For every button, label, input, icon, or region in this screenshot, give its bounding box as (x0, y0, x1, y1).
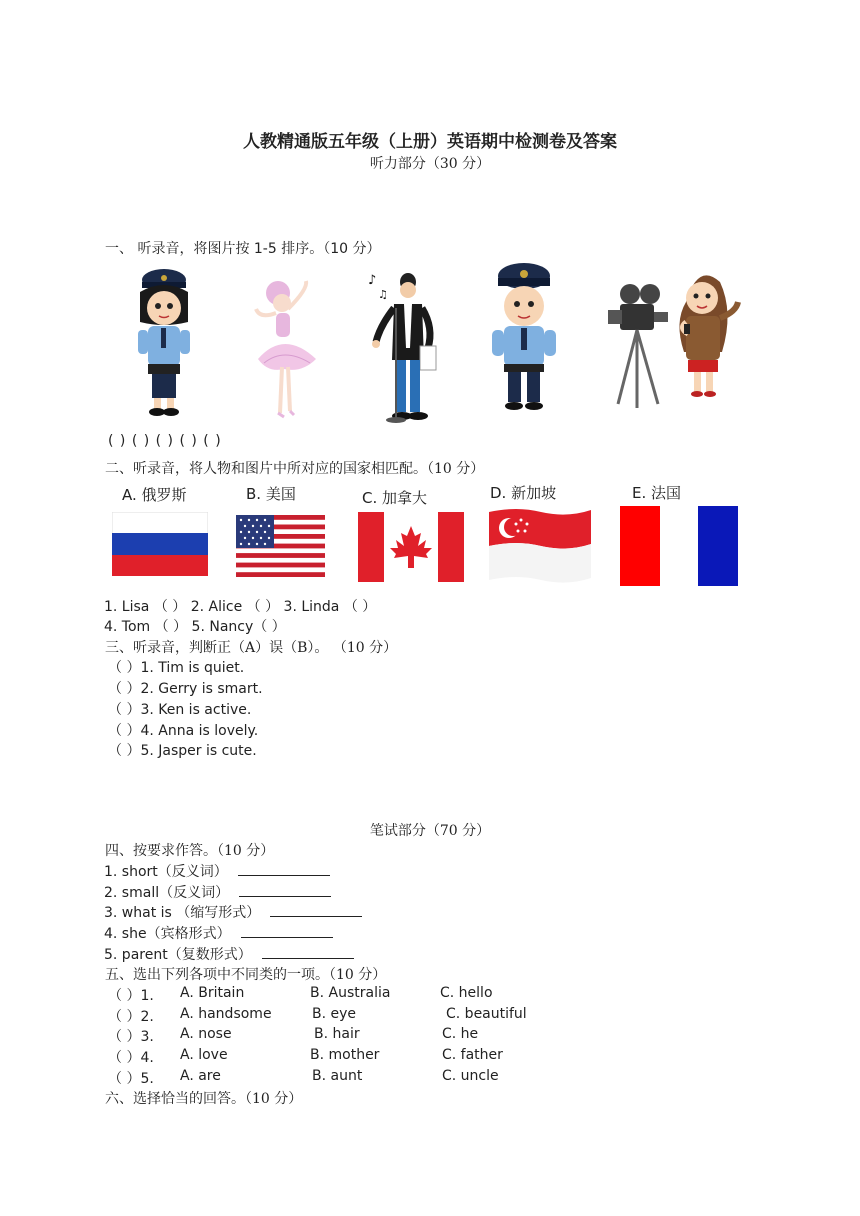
section2-row2: 4. Tom （ ） 5. Nancy（ ） (104, 619, 286, 635)
russia-flag-icon (112, 512, 208, 576)
singapore-flag-icon (487, 506, 593, 584)
section5-item-num: （ ）1. (108, 988, 154, 1004)
answer-blank[interactable] (262, 946, 354, 959)
policeman-picture (486, 262, 562, 412)
section6-heading: 六、选择恰当的回答。（10 分） (105, 1091, 303, 1107)
svg-text:♪: ♪ (368, 273, 377, 288)
answer-blank[interactable] (270, 904, 362, 917)
section5-item-num: （ ）5. (108, 1071, 154, 1087)
option-c: C. beautiful (446, 1006, 527, 1022)
svg-text:♫: ♫ (378, 288, 388, 301)
section4-item (104, 902, 362, 922)
option-c: C. father (442, 1047, 503, 1063)
section4-item-text: 1. short（反义词） (104, 864, 228, 880)
section1-answer-brackets: ( ) ( ) ( ) ( ) ( ) (108, 433, 222, 449)
section4-item (104, 861, 330, 881)
section4-item-text: 4. she（宾格形式） (104, 926, 231, 942)
ballerina-picture (250, 279, 324, 421)
option-b: B. eye (312, 1006, 357, 1022)
answer-blank[interactable] (241, 925, 333, 938)
option-a: A. love (180, 1047, 228, 1063)
option-b: B. aunt (312, 1068, 363, 1084)
answer-blank[interactable] (239, 884, 331, 897)
option-b: B. Australia (310, 985, 391, 1001)
section1-heading: 一、 听录音，将图片按 1-5 排序。（10 分） (105, 241, 381, 257)
option-a: A. are (180, 1068, 221, 1084)
section4-item-text: 3. what is （缩写形式） (104, 905, 261, 921)
option-a: A. handsome (180, 1006, 272, 1022)
section5-item-num: （ ）3. (108, 1029, 154, 1045)
section4-item-text: 5. parent（复数形式） (104, 947, 252, 963)
section4-item (104, 923, 333, 943)
section3-item: （ ）4. Anna is lovely. (108, 723, 259, 739)
policewoman-picture (128, 268, 200, 416)
option-a: A. Britain (180, 985, 245, 1001)
section3-item: （ ）3. Ken is active. (108, 702, 252, 718)
listening-part-heading: 听力部分（30 分） (369, 156, 491, 172)
section2-heading: 二、听录音，将人物和图片中所对应的国家相匹配。（10 分） (105, 461, 485, 477)
flag-label-b: B. 美国 (246, 485, 296, 503)
section4-item (104, 882, 331, 902)
section3-item: （ ）1. Tim is quiet. (108, 660, 245, 676)
flag-label-a: A. 俄罗斯 (122, 486, 187, 504)
section3-heading: 三、听录音，判断正（A）误（B）。 （10 分） (105, 640, 398, 656)
singer-picture (366, 268, 448, 424)
writing-part-heading: 笔试部分（70 分） (369, 823, 491, 839)
section3-item: （ ）5. Jasper is cute. (108, 743, 257, 759)
section2-row1: 1. Lisa （ ） 2. Alice （ ） 3. Linda （ ） (104, 599, 377, 615)
section4-item (104, 944, 354, 964)
option-c: C. uncle (442, 1068, 499, 1084)
option-b: B. mother (310, 1047, 380, 1063)
flag-label-c: C. 加拿大 (362, 489, 428, 507)
page-title: 人教精通版五年级（上册）英语期中检测卷及答案 (243, 132, 617, 152)
usa-flag-icon (236, 515, 325, 577)
section5-item-num: （ ）4. (108, 1050, 154, 1066)
section4-item-text: 2. small（反义词） (104, 885, 230, 901)
answer-blank[interactable] (238, 863, 330, 876)
option-c: C. he (442, 1026, 479, 1042)
section3-item: （ ）2. Gerry is smart. (108, 681, 263, 697)
option-b: B. hair (314, 1026, 360, 1042)
flag-label-d: D. 新加坡 (490, 484, 557, 502)
flag-label-e: E. 法国 (632, 484, 682, 502)
section5-heading: 五、选出下列各项中不同类的一项。（10 分） (105, 967, 387, 983)
section5-item-num: （ ）2. (108, 1009, 154, 1025)
option-a: A. nose (180, 1026, 232, 1042)
section4-heading: 四、按要求作答。（10 分） (105, 843, 275, 859)
canada-flag-icon (358, 512, 464, 582)
option-c: C. hello (440, 985, 493, 1001)
france-flag-icon (620, 506, 738, 586)
reporter-picture (602, 262, 742, 412)
